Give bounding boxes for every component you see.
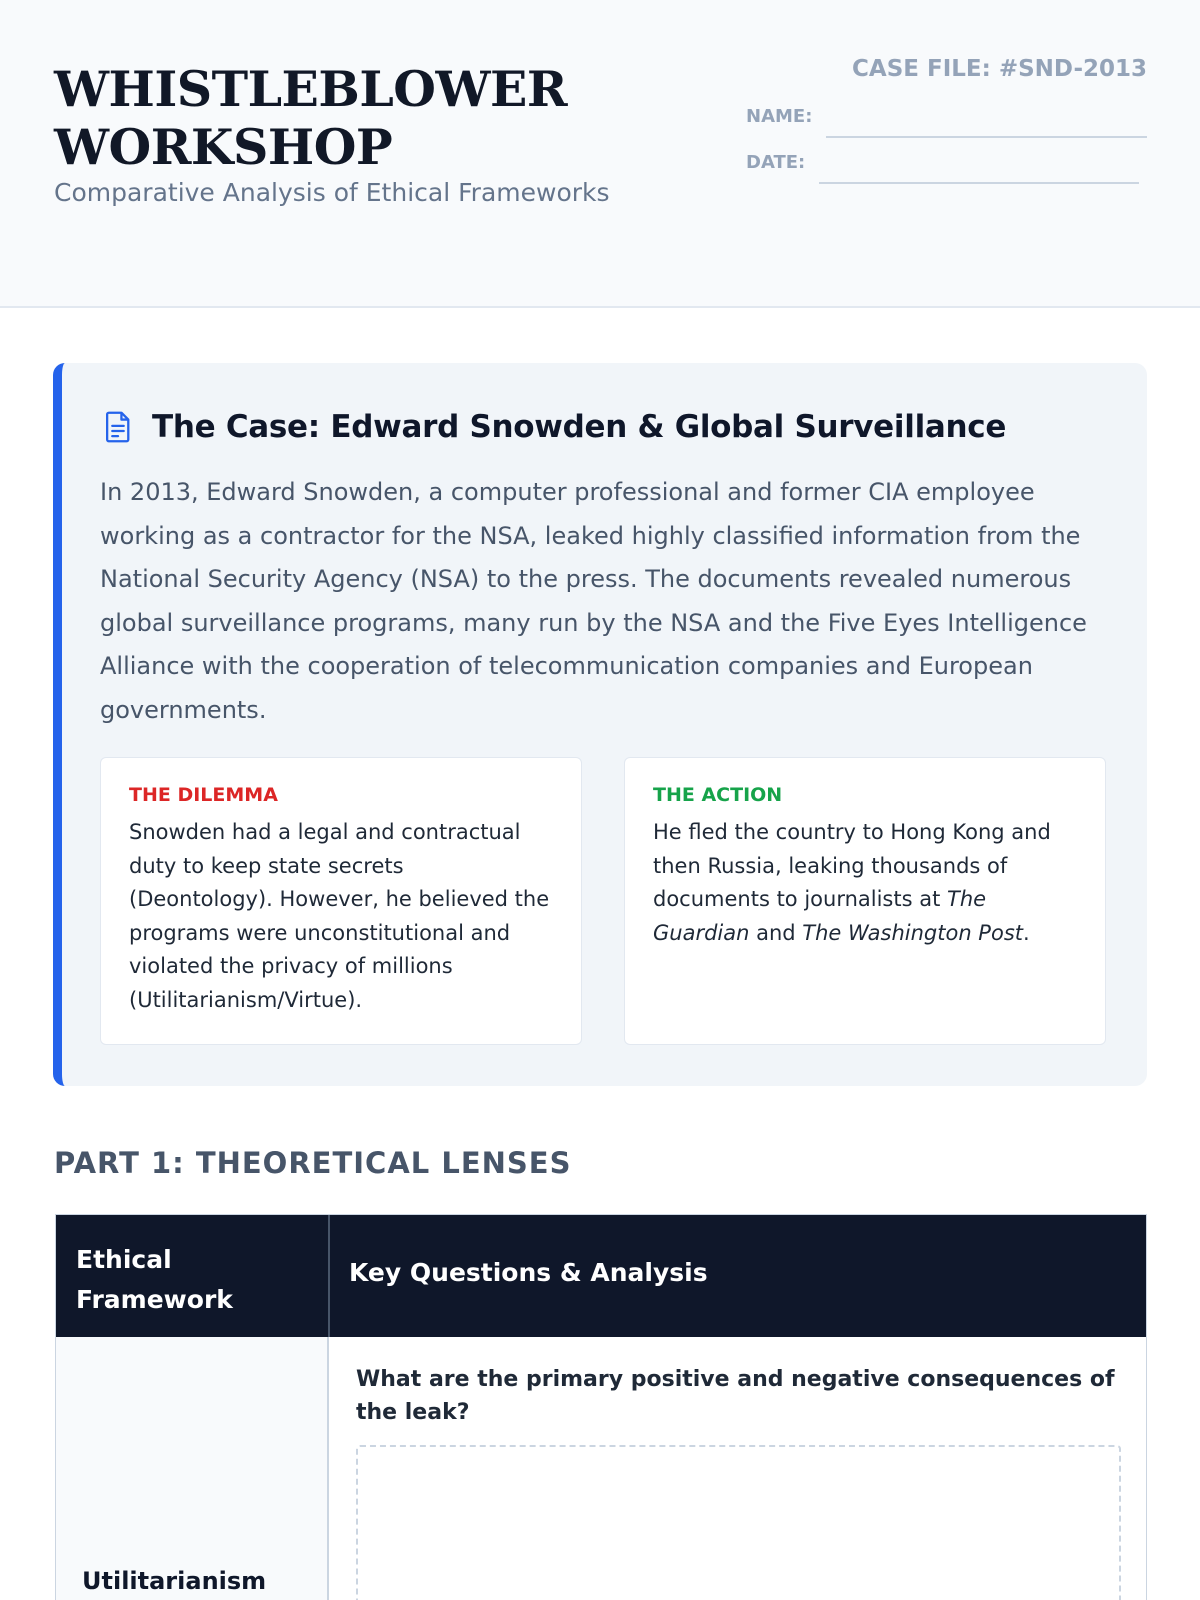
column-header-analysis: Key Questions & Analysis	[349, 1258, 708, 1287]
publication-guardian: The Guardian	[653, 887, 987, 945]
case-heading	[104, 409, 1006, 445]
name-field[interactable]	[746, 104, 1147, 134]
case-card	[53, 363, 1147, 1086]
action-text	[653, 816, 1077, 950]
framework-label: Utilitarianism	[82, 1567, 267, 1595]
action-text-3: .	[1023, 920, 1030, 945]
action-label: THE ACTION	[653, 784, 783, 806]
action-card	[624, 757, 1106, 1045]
date-line[interactable]	[819, 182, 1139, 184]
worksheet-header	[0, 0, 1200, 308]
analysis-question: What are the primary positive and negative consequences of the leak?	[356, 1367, 1115, 1425]
name-line[interactable]	[826, 136, 1147, 138]
dilemma-text: Snowden had a legal and contractual duty to keep state secrets (Deontology). However, he believed the programs were unconstitutional and violated the privacy of millions (Utilitarianism/Virtue).	[129, 820, 550, 1012]
column-header-framework: Ethical Framework	[76, 1245, 233, 1314]
action-text-1: He fled the country to Hong Kong and then Russia, leaking thousands of documents to journalists at	[653, 820, 1051, 911]
title-line-1: WHISTLEBLOWER	[54, 60, 568, 118]
publication-washington-post: The Washington Post	[802, 920, 1023, 945]
case-file-id: CASE FILE: #SND-2013	[852, 56, 1147, 82]
name-label: NAME:	[746, 106, 813, 127]
date-label: DATE:	[746, 152, 806, 173]
worksheet-title	[54, 60, 654, 176]
document-icon	[104, 411, 132, 443]
theoretical-lenses-table	[55, 1214, 1147, 1600]
action-text-2: and	[749, 920, 803, 945]
header-divider	[328, 1215, 330, 1337]
answer-field[interactable]	[356, 1445, 1121, 1600]
title-line-2: WORKSHOP	[54, 118, 393, 176]
date-field[interactable]	[746, 150, 1147, 180]
worksheet-subtitle: Comparative Analysis of Ethical Frameworks	[54, 178, 610, 207]
dilemma-label: THE DILEMMA	[129, 784, 278, 806]
table-header	[56, 1215, 1146, 1337]
table-row-framework-cell	[56, 1337, 329, 1600]
part1-heading: PART 1: THEORETICAL LENSES	[54, 1146, 572, 1180]
dilemma-card	[100, 757, 582, 1045]
case-title: The Case: Edward Snowden & Global Surveillance	[152, 409, 1007, 445]
case-description: In 2013, Edward Snowden, a computer professional and former CIA employee working as a contractor for the NSA, leaked highly classified information from the National Security Agency (NSA) to the press. The documents revealed numerous global surveillance programs, many run by the NSA and the Five Eyes Intelligence Alliance with the cooperation of telecommunication companies and European governments.	[100, 478, 1087, 724]
